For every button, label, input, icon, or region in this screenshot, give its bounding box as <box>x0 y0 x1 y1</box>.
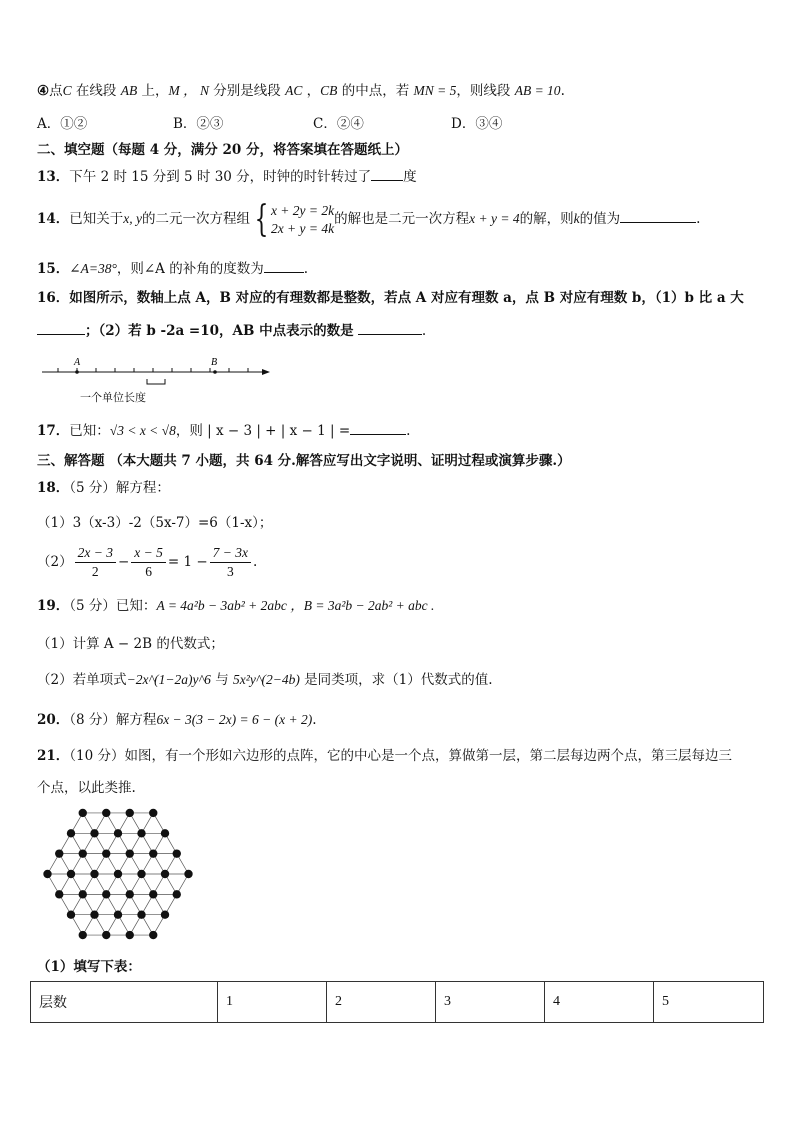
point-a-dot <box>75 370 79 374</box>
lattice-dot <box>173 890 181 898</box>
layer-table <box>30 981 764 1023</box>
fraction-1 <box>75 544 116 581</box>
text: ， <box>302 83 321 99</box>
text: 已知关于 <box>69 211 124 227</box>
lattice-dot <box>126 931 134 939</box>
section2-heading: 二、填空题（每题 4 分，满分 20 分，将答案填在答题纸上） <box>37 142 408 158</box>
option-c: C．②④ <box>313 116 364 132</box>
text: . <box>560 83 565 99</box>
inequality: √3 < x < √8 <box>109 423 176 438</box>
text: （5 分）已知： <box>69 598 157 614</box>
text: （8 分）解方程 <box>69 712 157 728</box>
brace-icon: { <box>254 198 269 240</box>
abs-expression: ，则 | x − 3 | + | x − 1 | = <box>175 423 351 439</box>
lattice-dot <box>126 849 134 857</box>
lattice-dot <box>102 809 110 817</box>
lattice-dot <box>79 890 87 898</box>
lattice-dot <box>149 809 157 817</box>
text: . <box>312 712 317 728</box>
table-cell: 4 <box>545 982 654 1023</box>
lattice-dot <box>149 931 157 939</box>
question-number: 21． <box>37 748 70 764</box>
q20-equation: 6x − 3(3 − 2x) = 6 − (x + 2) <box>156 712 313 727</box>
given-expressions: A = 4a²b − 3ab² + 2abc ，B = 3a²b − 2ab² + abc . <box>156 598 435 613</box>
unit-bracket <box>147 379 165 384</box>
lattice-dot <box>114 870 122 878</box>
table-cell: 2 <box>327 982 436 1023</box>
question-number: 16． <box>37 290 70 306</box>
lattice-dot <box>114 911 122 919</box>
text: 点 <box>49 83 63 99</box>
option-d: D．③④ <box>451 116 503 132</box>
text: 的值为 <box>579 211 621 227</box>
equation-3: x + y = 4 <box>469 211 520 226</box>
table-row <box>31 982 764 1023</box>
q12-item4 <box>37 81 565 101</box>
numerator: 7 − 3x <box>210 544 251 563</box>
lattice-dot <box>126 809 134 817</box>
q19-head <box>37 596 434 616</box>
lattice-dot <box>102 890 110 898</box>
text: 已知： <box>69 423 110 439</box>
text: . <box>406 423 411 439</box>
text: 分别是线段 <box>209 83 286 99</box>
lattice-dot <box>114 829 122 837</box>
var-c: C <box>62 83 72 98</box>
q16-line1 <box>37 288 744 308</box>
question-number: 14． <box>37 211 70 227</box>
lattice-dot <box>90 911 98 919</box>
fraction-2 <box>131 544 166 581</box>
q16-text1: 如图所示，数轴上点 A，B 对应的有理数都是整数，若点 A 对应有理数 a，点 B 对应有理数 b，（1）b 比 a 大 <box>69 290 744 306</box>
hexagon-dot-lattice <box>40 806 200 942</box>
text: （2）若单项式 <box>37 672 127 688</box>
tick-marks <box>58 368 248 372</box>
q13-tail: 度 <box>403 169 417 185</box>
text: − <box>117 554 130 570</box>
q20 <box>37 710 317 730</box>
text: 在线段 <box>71 83 121 99</box>
question-number: 18． <box>37 480 70 496</box>
answer-blank <box>371 166 403 181</box>
q19-part1: （1）计算 A − 2B 的代数式； <box>37 636 224 652</box>
text: . <box>253 554 258 570</box>
equation-system <box>271 202 334 238</box>
lattice-dot <box>149 890 157 898</box>
lattice-dot <box>161 911 169 919</box>
q16-line2 <box>37 320 426 341</box>
denominator: 6 <box>145 564 152 579</box>
lattice-dot <box>67 911 75 919</box>
var-cb: CB <box>320 83 338 98</box>
lattice-dot <box>79 931 87 939</box>
eq-mn: MN = 5 <box>413 83 457 98</box>
var-ac: AC <box>285 83 303 98</box>
text: 上， <box>137 83 169 99</box>
q19-part2 <box>37 670 493 690</box>
lattice-dot <box>79 809 87 817</box>
q21-line1 <box>37 746 732 766</box>
lattice-dot <box>161 870 169 878</box>
answer-blank <box>37 320 85 335</box>
lattice-dot <box>126 890 134 898</box>
fraction-3 <box>210 544 251 581</box>
number-line-figure <box>38 352 278 388</box>
lattice-dot <box>43 870 51 878</box>
q15-text: ，则∠A 的补角的度数为 <box>116 261 264 277</box>
q14 <box>37 197 700 241</box>
lattice-dot <box>90 829 98 837</box>
text: 的二元一次方程组 <box>142 211 251 227</box>
vars-xy: x, y <box>123 211 143 226</box>
lattice-dot <box>90 870 98 878</box>
question-number: 13． <box>37 169 70 185</box>
q18-part2 <box>37 540 257 584</box>
answer-blank <box>350 420 406 435</box>
text: . <box>421 323 427 339</box>
answer-blank <box>358 320 422 335</box>
text: ，则线段 <box>456 83 515 99</box>
circled-4-mark: ④ <box>37 83 50 99</box>
q21-line2: 个点，以此类推. <box>37 780 136 796</box>
option-a: A．①② <box>37 116 88 132</box>
text: 是同类项，求（1）代数式的值. <box>299 672 493 688</box>
numerator: x − 5 <box>131 544 166 563</box>
q13-text: 下午 2 时 15 分到 5 时 30 分，时钟的时针转过了 <box>69 169 372 185</box>
q18-head <box>37 478 170 498</box>
question-number: 15． <box>37 261 70 277</box>
table-cell: 层数 <box>31 982 218 1023</box>
numerator: 2x − 3 <box>75 544 116 563</box>
equation-2: 2x + y = 4k <box>270 220 335 236</box>
point-a-label: A <box>74 357 81 368</box>
text: = 1 − <box>167 554 208 570</box>
var-k: k <box>573 211 580 226</box>
text: 的中点，若 <box>337 83 414 99</box>
q18-part1: （1）3（x-3）-2（5x-7）=6（1-x）； <box>37 515 273 531</box>
question-number: 20． <box>37 712 70 728</box>
text: . <box>696 211 701 227</box>
var-mn: M ， N <box>168 83 210 98</box>
lattice-dot <box>102 931 110 939</box>
section3-heading: 三、解答题 （本大题共 7 小题，共 64 分.解答应写出文字说明、证明过程或演算步骤.） <box>37 453 571 469</box>
equation-1: x + 2y = 2k <box>270 202 335 218</box>
answer-blank <box>264 258 304 273</box>
lattice-dot <box>173 849 181 857</box>
text: 与 <box>210 672 234 688</box>
q13 <box>37 166 417 187</box>
q17 <box>37 420 410 441</box>
q16-text2: ；（2）若 b -2a =10，AB 中点表示的数是 <box>85 323 354 339</box>
arrow-icon <box>262 369 270 375</box>
denominator: 3 <box>226 564 234 579</box>
lattice-dot <box>67 829 75 837</box>
table-cell: 3 <box>436 982 545 1023</box>
text: . <box>303 261 309 277</box>
lattice-dot <box>55 890 63 898</box>
question-number: 17． <box>37 423 70 439</box>
lattice-dot <box>102 849 110 857</box>
q21-part1: （1）填写下表： <box>37 959 141 975</box>
eq-ab: AB = 10 <box>514 83 561 98</box>
table-cell: 5 <box>654 982 764 1023</box>
lattice-dot <box>137 911 145 919</box>
lattice-dot <box>161 829 169 837</box>
text: 的解，则 <box>519 211 574 227</box>
lattice-dot <box>137 829 145 837</box>
lattice-dot <box>149 849 157 857</box>
denominator: 2 <box>91 564 99 579</box>
lattice-dot <box>67 870 75 878</box>
table-cell: 1 <box>218 982 327 1023</box>
var-ab: AB <box>120 83 138 98</box>
lattice-dot <box>184 870 192 878</box>
monomial-2: 5x²y^(2−4b) <box>233 672 300 687</box>
text: （5 分）解方程： <box>69 480 170 496</box>
lattice-dot <box>137 870 145 878</box>
answer-blank <box>620 208 696 223</box>
lattice-dot <box>55 849 63 857</box>
angle-expr: ∠A=38° <box>69 261 117 276</box>
unit-length-caption: 一个单位长度 <box>80 391 146 404</box>
q15 <box>37 258 308 279</box>
q12-options <box>37 114 502 134</box>
lattice-dot <box>79 849 87 857</box>
text: （2） <box>37 554 73 570</box>
point-b-label: B <box>211 357 218 368</box>
point-b-dot <box>213 370 217 374</box>
monomial-1: −2x^(1−2a)y^6 <box>126 672 211 687</box>
text: （10 分）如图，有一个形如六边形的点阵，它的中心是一个点，算做第一层，第二层每边两个点，第三层每边三 <box>69 748 733 764</box>
question-number: 19． <box>37 598 70 614</box>
option-b: B．②③ <box>173 116 224 132</box>
text: 的解也是二元一次方程 <box>334 211 470 227</box>
